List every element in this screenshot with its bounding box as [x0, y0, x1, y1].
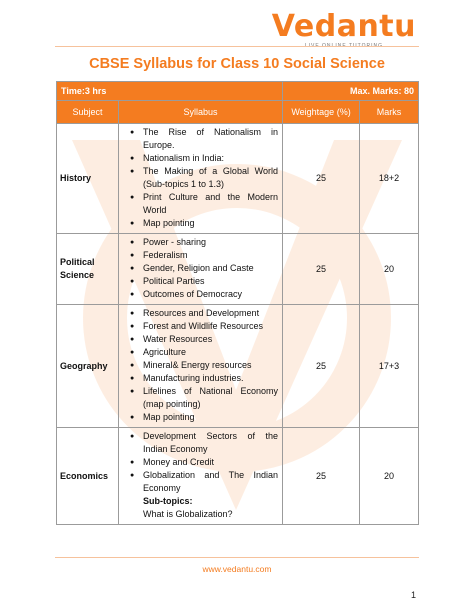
topic-list — [125, 126, 278, 230]
col-header-syllabus: Syllabus — [119, 101, 283, 124]
col-header-marks: Marks — [360, 101, 419, 124]
footer-divider — [55, 557, 419, 558]
col-header-subject: Subject — [57, 101, 119, 124]
list-item: ● Manufacturing industries. — [143, 372, 278, 385]
subject-cell: Economics — [57, 428, 119, 525]
brand-logo — [271, 9, 416, 49]
syllabus-cell — [119, 428, 283, 525]
list-item: ● Power - sharing — [143, 236, 278, 249]
list-item: ● Resources and Development — [143, 307, 278, 320]
header-row — [57, 82, 419, 101]
list-item: ● Political Parties — [143, 275, 278, 288]
table-row-economics — [57, 428, 419, 525]
footer-website-link[interactable]: www.vedantu.com — [202, 564, 272, 574]
list-item: ● Agriculture — [143, 346, 278, 359]
list-item: ● Print Culture and the Modern World — [143, 191, 278, 217]
list-item: ● Development Sectors of the Indian Economy — [143, 430, 278, 456]
list-item: ● Lifelines of National Economy (map pointing) — [143, 385, 278, 411]
syllabus-cell — [119, 234, 283, 305]
table-row-geography — [57, 305, 419, 428]
logo-tagline: LIVE ONLINE TUTORING — [304, 43, 383, 49]
subject-cell: History — [57, 124, 119, 234]
list-item: ● The Making of a Global World (Sub-topics 1 to 1.3) — [143, 165, 278, 191]
weightage-cell: 25 — [283, 428, 360, 525]
list-item: ● Map pointing — [143, 411, 278, 424]
max-marks-label: Max. Marks: 80 — [283, 82, 419, 101]
subject-cell: Geography — [57, 305, 119, 428]
list-item: ● Money and Credit — [143, 456, 278, 469]
table-row-political-science — [57, 234, 419, 305]
topic-list — [125, 307, 278, 424]
topic-list — [125, 236, 278, 301]
list-item: ● Nationalism in India: — [143, 152, 278, 165]
logo-text: Vedantu — [271, 9, 416, 44]
list-item: ● Forest and Wildlife Resources — [143, 320, 278, 333]
marks-cell: 18+2 — [360, 124, 419, 234]
list-item: ● Federalism — [143, 249, 278, 262]
time-label: Time:3 hrs — [57, 82, 283, 101]
list-item: ● Map pointing — [143, 217, 278, 230]
syllabus-cell — [119, 305, 283, 428]
weightage-cell: 25 — [283, 234, 360, 305]
column-header-row — [57, 101, 419, 124]
col-header-weightage: Weightage (%) — [283, 101, 360, 124]
weightage-cell: 25 — [283, 305, 360, 428]
list-item: ● The Rise of Nationalism in Europe. — [143, 126, 278, 152]
marks-cell: 20 — [360, 428, 419, 525]
marks-cell: 17+3 — [360, 305, 419, 428]
header-divider — [55, 46, 419, 47]
weightage-cell: 25 — [283, 124, 360, 234]
list-item: ● Mineral& Energy resources — [143, 359, 278, 372]
page-number: 1 — [410, 590, 416, 600]
subject-cell: Political Science — [57, 234, 119, 305]
syllabus-cell — [119, 124, 283, 234]
list-item: ● Water Resources — [143, 333, 278, 346]
syllabus-table — [56, 81, 419, 525]
list-item: ● Outcomes of Democracy — [143, 288, 278, 301]
list-item: ● Gender, Religion and Caste — [143, 262, 278, 275]
sub-topic-item: What is Globalization? — [143, 509, 233, 519]
sub-topics-heading: Sub-topics: — [143, 496, 193, 506]
marks-cell: 20 — [360, 234, 419, 305]
table-row-history — [57, 124, 419, 234]
list-item: ● Globalization and The Indian Economy — [143, 469, 278, 495]
topic-list — [125, 430, 278, 495]
page-title: CBSE Syllabus for Class 10 Social Science — [89, 56, 385, 72]
